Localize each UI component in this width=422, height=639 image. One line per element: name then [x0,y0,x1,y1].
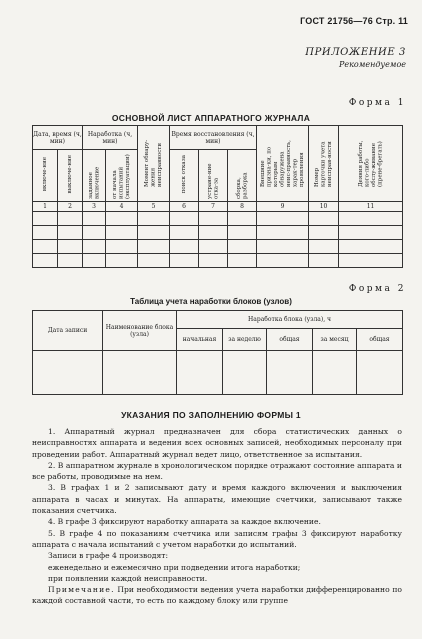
instruction-paragraph: 1. Аппаратный журнал предназначен для сбора статистических данных о неисправностях аппарата и ведения всех основных записей, необходимых персоналу при проведении работ. Аппаратный журнал ведет лицо, ответственное за испытания. [32,427,402,459]
form2-col-total-month: общая [357,329,403,351]
form2-col-block: Наименование блока (узла) [103,311,177,351]
page-header: ГОСТ 21756—76 Стр. 11 [300,16,408,26]
table-row [33,254,403,268]
form1-group-restore: Время восстановления (ч, мин) [170,126,257,150]
form2-col-initial: начальная [177,329,223,351]
instruction-note [32,584,402,607]
table-row [33,351,403,395]
form1-col-from-start: от начала испытаний (эксплуатации) [106,150,138,202]
form1-col-assembly: сборка, разборка [228,150,257,202]
table-row [33,240,403,254]
form1-col-off: выключе-ние [58,150,83,202]
form2-col-week: за неделю [223,329,267,351]
form1-col-card: Номер карточки учета неисправ-ности [309,126,339,202]
form1-col-given: заданное включение [83,150,106,202]
form1-table [32,125,403,268]
form1-col-detect: Момент обнару-жения неисправности [138,126,170,202]
col-number: 7 [199,202,228,212]
form2-label: Форма 2 [348,284,406,294]
form1-col-search: поиск отказа [170,150,199,202]
form1-col-action: Деяния работы, кого-либо обслу-живание (прене-брегать) [339,126,403,202]
form2-col-month: за месяц [313,329,357,351]
form2-col-total-week: общая [267,329,313,351]
table-row [33,226,403,240]
appendix-subtitle: Рекомендуемое [339,60,406,69]
col-number: 9 [257,202,309,212]
instruction-paragraph: 2. В аппаратном журнале в хронологическом порядке отражают состояние аппарата и все работы, проводимые на нем. [32,460,402,482]
form1-title: ОСНОВНОЙ ЛИСТ АППАРАТНОГО ЖУРНАЛА [111,113,311,123]
instruction-paragraph: 4. В графе 3 фиксируют наработку аппарата за каждое включение. [48,517,321,527]
form2-table [32,310,403,395]
form1-col-fix: устране-ние отка-за [199,150,228,202]
col-number: 8 [228,202,257,212]
col-number: 11 [339,202,403,212]
instruction-paragraph: Записи в графе 4 производят: [48,551,169,561]
col-number: 4 [106,202,138,212]
table-row [33,212,403,226]
instructions-body [32,426,402,607]
form2-group-runtime: Наработка блока (узла), ч [177,311,403,329]
col-number: 6 [170,202,199,212]
instruction-paragraph: 5. В графе 4 по показаниям счетчика или записям графы 3 фиксируют наработку аппарата с начала испытаний с учетом наработки до испытаний. [32,528,402,549]
note-text: При необходимости ведения учета наработки дифференцированно по каждой составной части, то есть по каждому блоку или группе [32,585,402,606]
form1-col-signs: Внешние призна-ки, по которым обнаружена неис-правность, харак-тер проявления [257,126,309,202]
form1-group-runtime: Наработка (ч, мин) [83,126,138,150]
col-number: 2 [58,202,83,212]
col-number: 1 [33,202,58,212]
instruction-paragraph: при появлении каждой неисправности. [48,573,208,583]
col-number: 3 [83,202,106,212]
instructions-title: УКАЗАНИЯ ПО ЗАПОЛНЕНИЮ ФОРМЫ 1 [121,410,301,420]
appendix-title: ПРИЛОЖЕНИЕ 3 [305,47,406,58]
instruction-paragraph: 3. В графах 1 и 2 записывают дату и время каждого включения и выключения аппарата в часах и минутах. На аппараты, имеющие счетчики, записывают также показания счетчика. [32,483,402,516]
form1-group-date: Дата, время (ч, мин) [33,126,83,150]
note-label: Примечание. [48,585,115,595]
col-number: 10 [309,202,339,212]
instruction-paragraph: еженедельно и ежемесячно при подведении итога наработки; [48,562,301,572]
form2-col-date: Дата записи [33,311,103,351]
col-number: 5 [138,202,170,212]
form1-label: Форма 1 [348,98,406,108]
form2-title: Таблица учета наработки блоков (узлов) [130,297,292,306]
form1-col-on: включе-ние [33,150,58,202]
